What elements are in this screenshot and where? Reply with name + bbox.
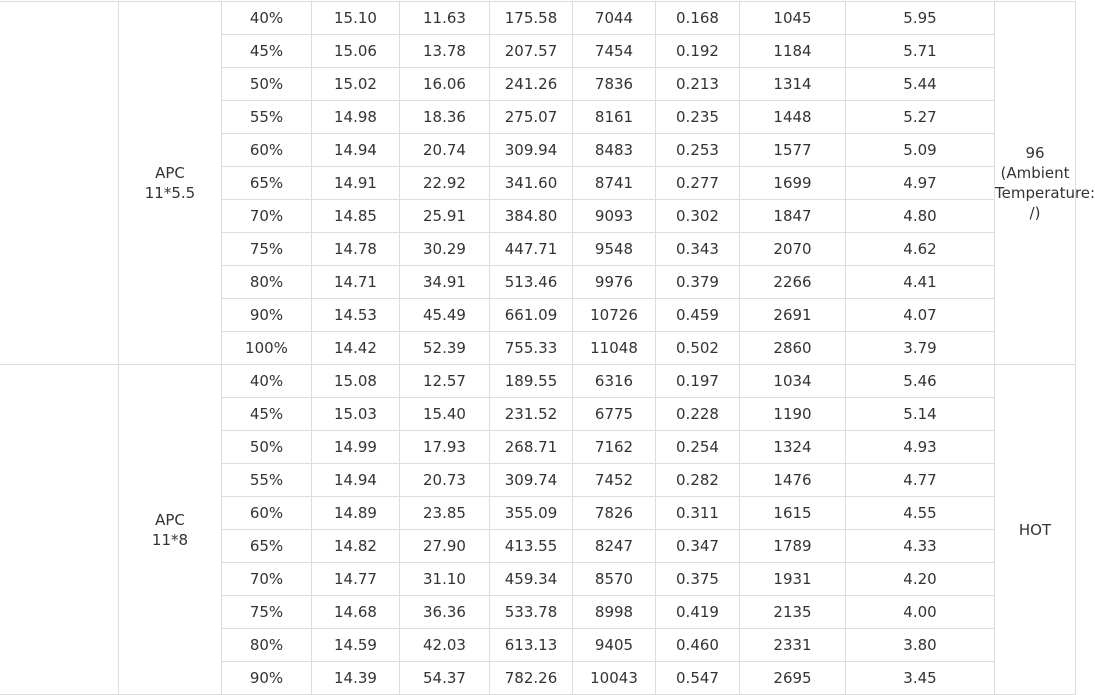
propeller-line: APC	[155, 164, 185, 182]
efficiency-2-cell: 3.79	[846, 332, 995, 365]
thrust-cell: 0.228	[656, 398, 740, 431]
efficiency-1-cell: 2266	[740, 266, 846, 299]
current-cell: 20.74	[400, 134, 490, 167]
current-cell: 27.90	[400, 530, 490, 563]
temperature-line: Temperature:	[995, 184, 1095, 202]
throttle-cell: 70%	[222, 200, 312, 233]
efficiency-2-cell: 4.07	[846, 299, 995, 332]
thrust-cell: 0.379	[656, 266, 740, 299]
efficiency-1-cell: 2331	[740, 629, 846, 662]
throttle-cell: 65%	[222, 167, 312, 200]
rpm-cell: 8483	[573, 134, 656, 167]
efficiency-2-cell: 5.09	[846, 134, 995, 167]
temperature-cell	[995, 365, 1076, 695]
table-row	[1, 365, 1076, 398]
temperature-line: (Ambient	[1000, 164, 1070, 182]
voltage-cell: 15.10	[312, 2, 400, 35]
thrust-cell: 0.502	[656, 332, 740, 365]
throttle-cell: 40%	[222, 365, 312, 398]
efficiency-2-cell: 4.97	[846, 167, 995, 200]
current-cell: 36.36	[400, 596, 490, 629]
thrust-cell: 0.235	[656, 101, 740, 134]
rpm-cell: 9976	[573, 266, 656, 299]
efficiency-1-cell: 2070	[740, 233, 846, 266]
voltage-cell: 14.78	[312, 233, 400, 266]
current-cell: 42.03	[400, 629, 490, 662]
current-cell: 34.91	[400, 266, 490, 299]
voltage-cell: 14.71	[312, 266, 400, 299]
efficiency-2-cell: 5.71	[846, 35, 995, 68]
throttle-cell: 70%	[222, 563, 312, 596]
voltage-cell: 14.94	[312, 134, 400, 167]
power-cell: 275.07	[490, 101, 573, 134]
throttle-cell: 50%	[222, 68, 312, 101]
efficiency-1-cell: 2860	[740, 332, 846, 365]
throttle-cell: 90%	[222, 299, 312, 332]
throttle-cell: 45%	[222, 398, 312, 431]
power-cell: 268.71	[490, 431, 573, 464]
efficiency-1-cell: 1184	[740, 35, 846, 68]
thrust-cell: 0.459	[656, 299, 740, 332]
voltage-cell: 14.85	[312, 200, 400, 233]
efficiency-1-cell: 1931	[740, 563, 846, 596]
current-cell: 45.49	[400, 299, 490, 332]
efficiency-1-cell: 1847	[740, 200, 846, 233]
throttle-cell: 60%	[222, 497, 312, 530]
power-cell: 384.80	[490, 200, 573, 233]
propeller-line: 11*8	[151, 530, 189, 549]
rpm-cell: 7454	[573, 35, 656, 68]
throttle-cell: 75%	[222, 596, 312, 629]
propeller-line: 11*5.5	[144, 184, 196, 202]
current-cell: 23.85	[400, 497, 490, 530]
voltage-cell: 14.91	[312, 167, 400, 200]
current-cell: 13.78	[400, 35, 490, 68]
efficiency-1-cell: 1314	[740, 68, 846, 101]
throttle-cell: 80%	[222, 629, 312, 662]
thrust-cell: 0.282	[656, 464, 740, 497]
voltage-cell: 14.98	[312, 101, 400, 134]
efficiency-2-cell: 3.45	[846, 662, 995, 695]
rpm-cell: 8247	[573, 530, 656, 563]
power-cell: 231.52	[490, 398, 573, 431]
current-cell: 25.91	[400, 200, 490, 233]
thrust-cell: 0.375	[656, 563, 740, 596]
efficiency-1-cell: 2691	[740, 299, 846, 332]
throttle-cell: 55%	[222, 464, 312, 497]
throttle-cell: 65%	[222, 530, 312, 563]
thrust-cell: 0.419	[656, 596, 740, 629]
efficiency-2-cell: 4.80	[846, 200, 995, 233]
thrust-cell: 0.168	[656, 2, 740, 35]
throttle-cell: 75%	[222, 233, 312, 266]
current-cell: 11.63	[400, 2, 490, 35]
rpm-cell: 8741	[573, 167, 656, 200]
efficiency-2-cell: 5.46	[846, 365, 995, 398]
current-cell: 17.93	[400, 431, 490, 464]
voltage-cell: 14.94	[312, 464, 400, 497]
power-cell: 782.26	[490, 662, 573, 695]
current-cell: 18.36	[400, 101, 490, 134]
throttle-cell: 40%	[222, 2, 312, 35]
temperature-line: HOT	[1018, 520, 1052, 539]
rpm-cell: 8161	[573, 101, 656, 134]
efficiency-1-cell: 1476	[740, 464, 846, 497]
thrust-cell: 0.254	[656, 431, 740, 464]
power-cell: 613.13	[490, 629, 573, 662]
current-cell: 20.73	[400, 464, 490, 497]
thrust-cell: 0.343	[656, 233, 740, 266]
power-cell: 241.26	[490, 68, 573, 101]
rpm-cell: 10043	[573, 662, 656, 695]
voltage-cell: 14.99	[312, 431, 400, 464]
voltage-cell: 14.68	[312, 596, 400, 629]
efficiency-2-cell: 4.41	[846, 266, 995, 299]
efficiency-1-cell: 1577	[740, 134, 846, 167]
rpm-cell: 7044	[573, 2, 656, 35]
efficiency-2-cell: 4.62	[846, 233, 995, 266]
rpm-cell: 7836	[573, 68, 656, 101]
efficiency-2-cell: 5.27	[846, 101, 995, 134]
rpm-cell: 6775	[573, 398, 656, 431]
current-cell: 30.29	[400, 233, 490, 266]
power-cell: 309.94	[490, 134, 573, 167]
thrust-cell: 0.277	[656, 167, 740, 200]
voltage-cell: 14.42	[312, 332, 400, 365]
throttle-cell: 80%	[222, 266, 312, 299]
empty-category-cell	[1, 365, 119, 695]
rpm-cell: 9093	[573, 200, 656, 233]
efficiency-2-cell: 4.55	[846, 497, 995, 530]
efficiency-2-cell: 5.14	[846, 398, 995, 431]
voltage-cell: 14.89	[312, 497, 400, 530]
efficiency-1-cell: 2135	[740, 596, 846, 629]
voltage-cell: 15.02	[312, 68, 400, 101]
current-cell: 12.57	[400, 365, 490, 398]
power-cell: 533.78	[490, 596, 573, 629]
efficiency-1-cell: 1699	[740, 167, 846, 200]
power-cell: 175.58	[490, 2, 573, 35]
rpm-cell: 7452	[573, 464, 656, 497]
power-cell: 513.46	[490, 266, 573, 299]
efficiency-1-cell: 2695	[740, 662, 846, 695]
temperature-cell	[995, 2, 1095, 365]
efficiency-2-cell: 5.44	[846, 68, 995, 101]
current-cell: 31.10	[400, 563, 490, 596]
current-cell: 22.92	[400, 167, 490, 200]
throttle-cell: 50%	[222, 431, 312, 464]
thrust-cell: 0.302	[656, 200, 740, 233]
current-cell: 16.06	[400, 68, 490, 101]
throttle-cell: 55%	[222, 101, 312, 134]
voltage-cell: 14.77	[312, 563, 400, 596]
rpm-cell: 8570	[573, 563, 656, 596]
thrust-cell: 0.197	[656, 365, 740, 398]
thrust-cell: 0.213	[656, 68, 740, 101]
efficiency-1-cell: 1034	[740, 365, 846, 398]
efficiency-1-cell: 1190	[740, 398, 846, 431]
thrust-cell: 0.311	[656, 497, 740, 530]
rpm-cell: 6316	[573, 365, 656, 398]
propeller-cell	[119, 2, 222, 365]
thrust-cell: 0.547	[656, 662, 740, 695]
table-body	[1, 2, 1095, 695]
power-cell: 413.55	[490, 530, 573, 563]
efficiency-2-cell: 3.80	[846, 629, 995, 662]
current-cell: 54.37	[400, 662, 490, 695]
empty-category-cell	[1, 2, 119, 365]
rpm-cell: 9548	[573, 233, 656, 266]
throttle-cell: 90%	[222, 662, 312, 695]
power-cell: 459.34	[490, 563, 573, 596]
rpm-cell: 7826	[573, 497, 656, 530]
efficiency-1-cell: 1615	[740, 497, 846, 530]
propeller-line: APC	[155, 510, 185, 529]
current-cell: 15.40	[400, 398, 490, 431]
throttle-cell: 100%	[222, 332, 312, 365]
current-cell: 52.39	[400, 332, 490, 365]
thrust-cell: 0.460	[656, 629, 740, 662]
propeller-cell	[119, 365, 222, 695]
rpm-cell: 7162	[573, 431, 656, 464]
power-cell: 341.60	[490, 167, 573, 200]
temperature-line: 96	[1025, 144, 1045, 162]
efficiency-2-cell: 4.20	[846, 563, 995, 596]
voltage-cell: 14.82	[312, 530, 400, 563]
temperature-line: /)	[1029, 204, 1041, 222]
thrust-cell: 0.192	[656, 35, 740, 68]
voltage-cell: 14.39	[312, 662, 400, 695]
power-cell: 189.55	[490, 365, 573, 398]
rpm-cell: 10726	[573, 299, 656, 332]
power-cell: 309.74	[490, 464, 573, 497]
throttle-cell: 60%	[222, 134, 312, 167]
efficiency-2-cell: 4.00	[846, 596, 995, 629]
voltage-cell: 14.59	[312, 629, 400, 662]
thrust-cell: 0.253	[656, 134, 740, 167]
thrust-cell: 0.347	[656, 530, 740, 563]
efficiency-1-cell: 1045	[740, 2, 846, 35]
voltage-cell: 15.08	[312, 365, 400, 398]
table-row	[1, 2, 1076, 35]
rpm-cell: 11048	[573, 332, 656, 365]
rpm-cell: 9405	[573, 629, 656, 662]
power-cell: 661.09	[490, 299, 573, 332]
motor-test-data-table	[0, 1, 1095, 695]
efficiency-2-cell: 4.77	[846, 464, 995, 497]
throttle-cell: 45%	[222, 35, 312, 68]
efficiency-1-cell: 1448	[740, 101, 846, 134]
efficiency-2-cell: 4.93	[846, 431, 995, 464]
rpm-cell: 8998	[573, 596, 656, 629]
voltage-cell: 15.06	[312, 35, 400, 68]
efficiency-2-cell: 4.33	[846, 530, 995, 563]
power-cell: 755.33	[490, 332, 573, 365]
power-cell: 207.57	[490, 35, 573, 68]
power-cell: 355.09	[490, 497, 573, 530]
efficiency-1-cell: 1324	[740, 431, 846, 464]
voltage-cell: 14.53	[312, 299, 400, 332]
power-cell: 447.71	[490, 233, 573, 266]
efficiency-1-cell: 1789	[740, 530, 846, 563]
efficiency-2-cell: 5.95	[846, 2, 995, 35]
voltage-cell: 15.03	[312, 398, 400, 431]
